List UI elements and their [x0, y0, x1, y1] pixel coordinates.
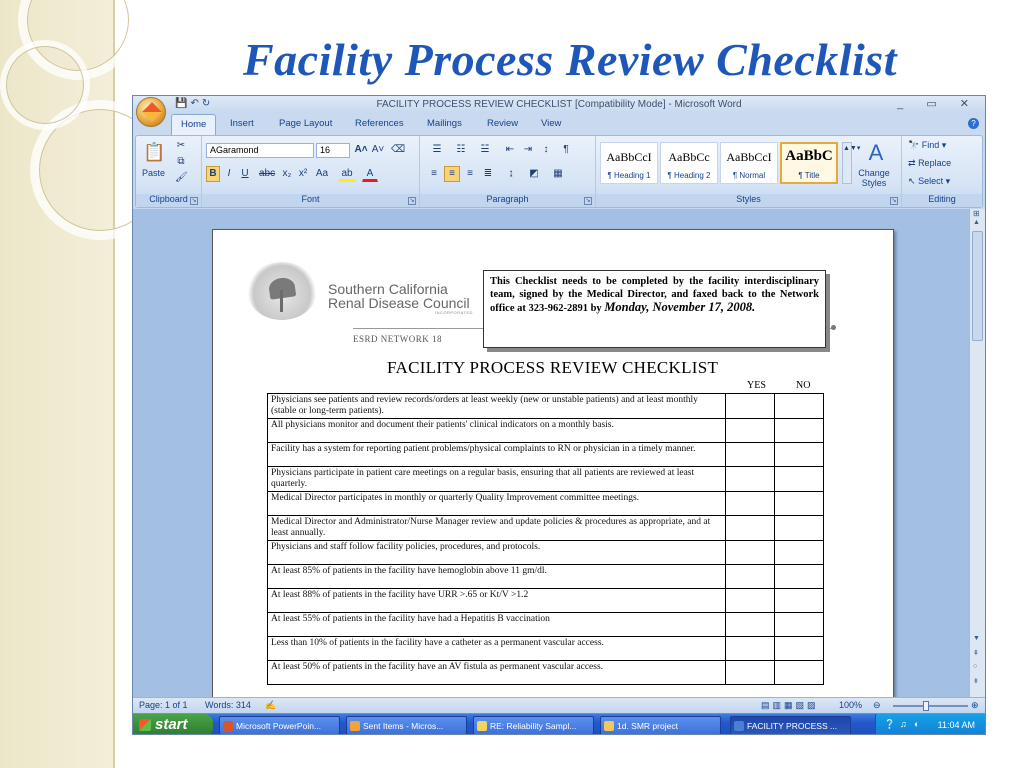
grow-font-icon[interactable]: A˄ — [354, 144, 368, 155]
no-cell[interactable] — [775, 419, 824, 443]
tab-page-layout[interactable]: Page Layout — [279, 118, 333, 129]
previous-page-icon[interactable]: ⇞ — [973, 650, 979, 657]
dialog-launcher-icon[interactable]: ↘ — [585, 198, 591, 204]
zoom-in-icon[interactable]: ⊕ — [971, 700, 979, 710]
multilevel-list-icon[interactable]: ☱ — [480, 144, 490, 155]
align-right-icon[interactable]: ≡ — [467, 168, 473, 179]
taskbar — [133, 713, 985, 735]
help-icon[interactable]: ? — [968, 118, 979, 129]
font-size-select[interactable]: 16 — [316, 143, 350, 158]
yes-cell[interactable] — [726, 419, 775, 443]
increase-indent-icon[interactable]: ⇥ — [523, 144, 533, 155]
network-icon[interactable]: ◐ — [914, 719, 920, 729]
no-cell[interactable] — [775, 443, 824, 467]
font-group — [202, 136, 420, 207]
no-cell[interactable] — [775, 516, 824, 541]
office-logo-icon — [142, 102, 162, 122]
center-icon[interactable]: ≡ — [444, 166, 460, 182]
no-cell[interactable] — [775, 613, 824, 637]
slide-title: Facility Process Review Checklist — [242, 34, 897, 85]
checklist-row — [268, 541, 824, 565]
change-styles-icon[interactable]: A — [868, 140, 884, 165]
checklist-item: Physicians see patients and review records/orders at least weekly (new or unstable patients) and at least monthly (stable or long-term patients). — [268, 394, 726, 419]
no-cell[interactable] — [775, 661, 824, 685]
font-color-icon[interactable]: A — [362, 166, 378, 182]
tab-mailings[interactable]: Mailings — [427, 118, 462, 129]
checklist-item: At least 88% of patients in the facility have URR >.65 or Kt/V >1.2 — [268, 589, 726, 613]
zoom-slider[interactable] — [893, 705, 968, 707]
checklist-item: All physicians monitor and document their patients' clinical indicators on a monthly basis. — [268, 419, 726, 443]
paste-button[interactable]: Paste — [142, 168, 166, 178]
word-count[interactable]: Words: 314 — [205, 700, 251, 710]
no-cell[interactable] — [775, 492, 824, 516]
tab-view[interactable]: View — [541, 118, 562, 129]
no-cell[interactable] — [775, 467, 824, 492]
yes-cell[interactable] — [726, 661, 775, 685]
yes-cell[interactable] — [726, 589, 775, 613]
instruction-box[interactable] — [483, 270, 826, 348]
underline-icon[interactable]: U — [241, 168, 249, 179]
status-bar — [133, 697, 985, 713]
tab-insert[interactable]: Insert — [230, 118, 254, 129]
page-count[interactable]: Page: 1 of 1 — [139, 700, 188, 710]
taskbar-button[interactable] — [473, 716, 594, 735]
zoom-out-icon[interactable]: ⊖ — [873, 700, 881, 710]
no-cell[interactable] — [775, 589, 824, 613]
yes-cell[interactable] — [726, 394, 775, 419]
clear-formatting-icon[interactable]: ⌫ — [391, 144, 406, 155]
windows-logo-icon — [139, 719, 151, 731]
app-icon — [350, 721, 360, 731]
dialog-launcher-icon[interactable]: ↘ — [891, 198, 897, 204]
scroll-up-icon[interactable]: ▲ — [973, 219, 980, 226]
start-button[interactable]: start — [133, 714, 213, 735]
font-group-label: Font — [202, 194, 419, 207]
checklist-item: At least 50% of patients in the facility have an AV fistula as permanent vascular access. — [268, 661, 726, 685]
column-header-no: NO — [796, 380, 811, 391]
borders-icon[interactable]: ▦ — [553, 168, 563, 179]
shrink-font-icon[interactable]: A˅ — [371, 144, 385, 155]
yes-cell[interactable] — [726, 492, 775, 516]
checklist-row — [268, 394, 824, 419]
styles-scroll-icon[interactable]: ▲▼▾ — [842, 142, 852, 184]
shading-icon[interactable]: ◩ — [529, 168, 539, 179]
justify-icon[interactable]: ≣ — [483, 168, 493, 179]
proofing-icon[interactable]: ✍ — [265, 700, 277, 710]
style-normal[interactable]: AaBbCcI ¶ Normal — [720, 142, 778, 184]
style-heading-1[interactable]: AaBbCcI ¶ Heading 1 — [600, 142, 658, 184]
editing-group-label: Editing — [902, 194, 982, 207]
organization-name: Southern California Renal Disease Council — [328, 281, 470, 311]
save-icon[interactable]: 💾 — [175, 98, 191, 109]
yes-cell[interactable] — [726, 637, 775, 661]
clipboard-group-label: Clipboard — [136, 194, 201, 207]
tab-references[interactable]: References — [355, 118, 404, 129]
select-browse-object-icon[interactable]: ○ — [973, 663, 978, 670]
yes-cell[interactable] — [726, 613, 775, 637]
checklist-row — [268, 589, 824, 613]
clock: 11:04 AM — [937, 720, 975, 730]
taskbar-button[interactable] — [600, 716, 721, 735]
show-formatting-icon[interactable]: ¶ — [563, 144, 569, 155]
taskbar-button-label: RE: Reliability Sampl... — [490, 721, 577, 731]
window-controls[interactable]: _ ▭ ✕ — [897, 98, 979, 110]
paragraph-group-label: Paragraph — [420, 194, 595, 207]
numbering-icon[interactable]: ☷ — [456, 144, 466, 155]
bullets-icon[interactable]: ☰ — [432, 144, 442, 155]
sort-icon[interactable]: ↕ — [543, 144, 549, 155]
ribbon — [135, 135, 983, 208]
replace-icon: ⇄ — [908, 158, 916, 168]
window-title: FACILITY PROCESS REVIEW CHECKLIST [Compatibility Mode] - Microsoft Word — [376, 99, 742, 110]
taskbar-button[interactable] — [346, 716, 467, 735]
checklist-item: Physicians participate in patient care meetings on a regular basis, ensuring that all patients are reviewed at least quarterly. — [268, 467, 726, 492]
scroll-thumb[interactable] — [972, 231, 983, 341]
app-icon — [223, 721, 233, 731]
app-icon — [477, 721, 487, 731]
checklist-item: Physicians and staff follow facility policies, procedures, and protocols. — [268, 541, 726, 565]
checklist-item: Medical Director and Administrator/Nurse Manager review and update policies & procedures as appropriate, and at least annually. — [268, 516, 726, 541]
zoom-level[interactable]: 100% — [839, 700, 863, 710]
checklist-row — [268, 637, 824, 661]
align-left-icon[interactable]: ≡ — [431, 168, 437, 179]
vertical-scrollbar[interactable] — [969, 209, 985, 697]
checklist-item: Less than 10% of patients in the facility have a catheter as a permanent vascular access. — [268, 637, 726, 661]
document-area[interactable] — [133, 209, 969, 697]
styles-group-label: Styles — [596, 194, 901, 207]
italic-icon[interactable]: I — [227, 168, 231, 179]
redo-icon[interactable]: ↻ — [201, 98, 214, 109]
view-buttons[interactable]: ▤▥▦▧▨ — [761, 700, 819, 710]
volume-icon[interactable]: ♫ — [900, 719, 907, 729]
taskbar-button[interactable] — [730, 716, 851, 735]
taskbar-button-label: Sent Items - Micros... — [363, 721, 444, 731]
copy-icon[interactable]: ⧉ — [177, 156, 185, 167]
tab-home[interactable]: Home — [171, 114, 216, 135]
style-title[interactable]: AaBbC ¶ Title — [780, 142, 838, 184]
replace-button[interactable]: ⇄ Replace — [908, 158, 952, 168]
checklist-table — [267, 393, 824, 685]
checklist-row — [268, 613, 824, 637]
checklist-item: Facility has a system for reporting patient problems/physical complaints to RN or physician in a timely manner. — [268, 443, 726, 467]
change-case-icon[interactable]: Aa — [315, 168, 329, 179]
editing-group — [902, 136, 982, 207]
no-cell[interactable] — [775, 565, 824, 589]
app-icon — [734, 721, 744, 731]
style-heading-2[interactable]: AaBbCc ¶ Heading 2 — [660, 142, 718, 184]
palm-tree-logo-icon — [247, 262, 317, 320]
checklist-item: At least 55% of patients in the facility have had a Hepatitis B vaccination — [268, 613, 726, 637]
taskbar-button-label: FACILITY PROCESS ... — [747, 721, 838, 731]
select-button[interactable]: ↖ Select ▾ — [908, 176, 951, 186]
decrease-indent-icon[interactable]: ⇤ — [505, 144, 515, 155]
paste-icon[interactable]: 📋 — [143, 142, 166, 162]
dialog-launcher-icon[interactable]: ↘ — [409, 198, 415, 204]
zoom-slider-thumb[interactable] — [923, 701, 929, 711]
find-button[interactable]: 🔭 Find ▾ — [908, 140, 947, 150]
word-window — [132, 95, 986, 735]
checklist-row — [268, 443, 824, 467]
checklist-item: Medical Director participates in monthly or quarterly Quality Improvement committee meetings. — [268, 492, 726, 516]
ribbon-tabs — [133, 114, 985, 135]
organization-subtitle: INCORPORATED — [435, 310, 473, 315]
change-styles-button[interactable]: Change Styles — [858, 168, 890, 188]
office-button[interactable] — [136, 97, 166, 127]
taskbar-button-label: Microsoft PowerPoin... — [236, 721, 322, 731]
taskbar-button[interactable] — [219, 716, 340, 735]
checklist-row — [268, 492, 824, 516]
highlight-icon[interactable]: ab — [338, 166, 356, 182]
bold-icon[interactable]: B — [206, 166, 220, 182]
undo-icon[interactable]: ↶ — [190, 98, 202, 109]
taskbar-button-label: 1d. SMR project — [617, 721, 678, 731]
checklist-item: At least 85% of patients in the facility have hemoglobin above 11 gm/dl. — [268, 565, 726, 589]
yes-cell[interactable] — [726, 541, 775, 565]
checklist-row — [268, 467, 824, 492]
yes-cell[interactable] — [726, 443, 775, 467]
yes-cell[interactable] — [726, 467, 775, 492]
no-cell[interactable] — [775, 541, 824, 565]
quick-access-toolbar[interactable] — [175, 98, 213, 109]
yes-cell[interactable] — [726, 565, 775, 589]
cut-icon[interactable]: ✂ — [176, 140, 186, 151]
tab-review[interactable]: Review — [487, 118, 519, 129]
scroll-down-icon[interactable]: ▼ — [973, 635, 980, 642]
ruler-icon[interactable]: ⊞ — [973, 209, 980, 218]
document-page[interactable] — [212, 229, 894, 697]
font-family-select[interactable]: AGaramond — [206, 143, 314, 158]
format-painter-icon[interactable]: 🖌 — [175, 172, 188, 183]
app-icon — [604, 721, 614, 731]
dialog-launcher-icon[interactable]: ↘ — [191, 198, 197, 204]
checklist-row — [268, 516, 824, 541]
deadline-text: Monday, November 17, 2008. — [604, 300, 756, 314]
next-page-icon[interactable]: ⇟ — [973, 678, 979, 685]
decorative-ring — [0, 40, 90, 130]
title-bar — [133, 96, 985, 114]
no-cell[interactable] — [775, 637, 824, 661]
checklist-row — [268, 565, 824, 589]
superscript-icon[interactable]: x² — [298, 168, 308, 179]
document-title: FACILITY PROCESS REVIEW CHECKLIST — [387, 358, 719, 377]
line-spacing-icon[interactable]: ↨ — [508, 168, 514, 179]
network-label: ESRD NETWORK 18 — [353, 334, 442, 344]
help-tray-icon[interactable]: ❔ — [884, 719, 896, 729]
styles-group — [596, 136, 902, 207]
system-tray — [875, 714, 985, 735]
yes-cell[interactable] — [726, 516, 775, 541]
header-dot — [831, 325, 836, 330]
column-header-yes: YES — [747, 380, 766, 391]
no-cell[interactable] — [775, 394, 824, 419]
clipboard-group — [136, 136, 202, 207]
paragraph-group — [420, 136, 596, 207]
select-arrow-icon: ↖ — [908, 176, 916, 186]
binoculars-icon: 🔭 — [908, 140, 920, 150]
checklist-row — [268, 661, 824, 685]
instruction-text: This Checklist needs to be completed by the facility interdisciplinary team, signed by the Medical Director, and faxed back to the Network office at 323-962-2891 by — [490, 276, 819, 314]
checklist-row — [268, 419, 824, 443]
subscript-icon[interactable]: x₂ — [282, 168, 292, 179]
strikethrough-icon[interactable]: abc — [259, 168, 276, 179]
